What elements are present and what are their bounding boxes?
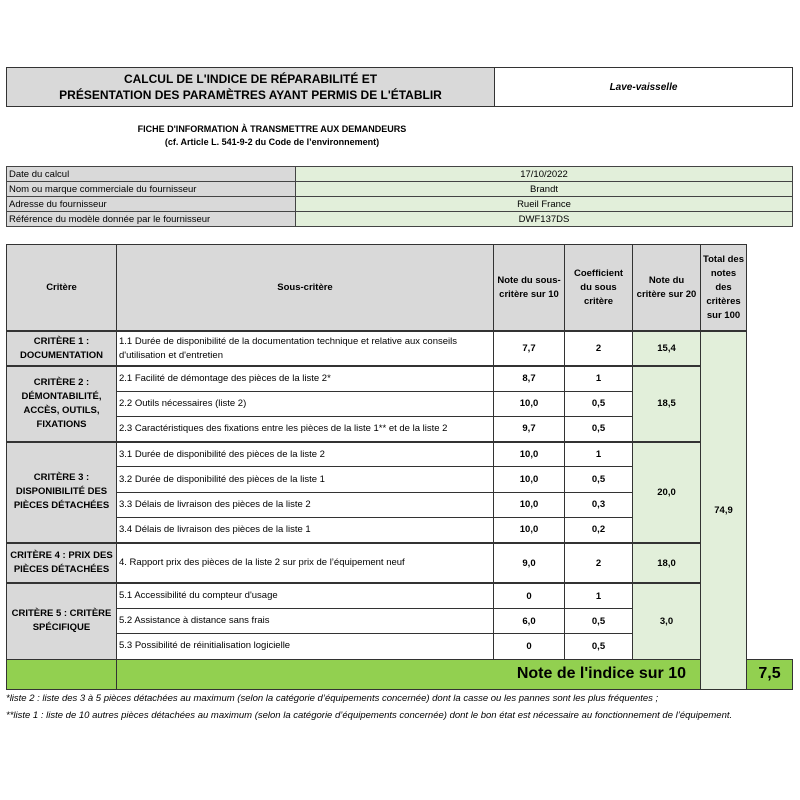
table-row <box>7 366 793 391</box>
criterion-1-score: 15,4 <box>633 331 701 365</box>
subcriterion-note: 10,0 <box>494 518 565 543</box>
table-header-row <box>7 245 793 332</box>
criterion-5-label: CRITÈRE 5 : CRITÈRE SPÉCIFIQUE <box>7 583 117 659</box>
subcriterion-label: 1.1 Durée de disponibilité de la documentation technique et relative aux conseils d'utilisation et d'entretien <box>117 331 494 365</box>
header-critere: Critère <box>7 245 117 332</box>
final-score-row <box>7 659 793 689</box>
subcriterion-label: 5.1 Accessibilité du compteur d'usage <box>117 583 494 608</box>
info-row <box>7 212 793 227</box>
subcriterion-coef: 2 <box>565 543 633 583</box>
final-score-value: 7,5 <box>747 659 793 689</box>
criterion-3-score: 20,0 <box>633 442 701 543</box>
info-row <box>7 197 793 212</box>
subcriterion-coef: 0,5 <box>565 634 633 659</box>
subcriterion-label: 3.1 Durée de disponibilité des pièces de la liste 2 <box>117 442 494 467</box>
subcriterion-coef: 1 <box>565 442 633 467</box>
criterion-2-label: CRITÈRE 2 : DÉMONTABILITÉ, ACCÈS, OUTILS, FIXATIONS <box>7 366 117 442</box>
info-row <box>7 182 793 197</box>
header-coefficient: Coefficient du sous critère <box>565 245 633 332</box>
subcriterion-note: 10,0 <box>494 492 565 517</box>
info-label: Nom ou marque commerciale du fournisseur <box>7 182 296 197</box>
subcriterion-label: 2.1 Facilité de démontage des pièces de la liste 2* <box>117 366 494 391</box>
criterion-5-score: 3,0 <box>633 583 701 659</box>
subcriterion-note: 9,7 <box>494 416 565 441</box>
subcriterion-note: 9,0 <box>494 543 565 583</box>
final-empty-cell <box>7 659 117 689</box>
footnote-liste-1: **liste 1 : liste de 10 autres pièces détachées au maximum (selon la catégorie d’équipements concernée) dont le bon état est nécessaire au fonctionnement de l’équipement. <box>6 710 733 721</box>
table-row <box>7 583 793 608</box>
subcriterion-coef: 0,2 <box>565 518 633 543</box>
subcriterion-coef: 0,5 <box>565 467 633 492</box>
subcriterion-note: 8,7 <box>494 366 565 391</box>
info-value: Brandt <box>296 182 793 197</box>
fiche-line2: (cf. Article L. 541-9-2 du Code de l’environnement) <box>164 137 380 147</box>
product-type: Lave-vaisselle <box>495 68 793 107</box>
info-row <box>7 167 793 182</box>
subcriterion-label: 2.2 Outils nécessaires (liste 2) <box>117 391 494 416</box>
fiche-heading <box>0 123 544 149</box>
subcriterion-note: 0 <box>494 583 565 608</box>
subcriterion-coef: 0,5 <box>565 609 633 634</box>
header-note-critere: Note du critère sur 20 <box>633 245 701 332</box>
repairability-table <box>6 244 793 690</box>
info-value: 17/10/2022 <box>296 167 793 182</box>
subcriterion-label: 3.2 Durée de disponibilité des pièces de la liste 1 <box>117 467 494 492</box>
criterion-1-label: CRITÈRE 1 : DOCUMENTATION <box>7 331 117 365</box>
total-score: 74,9 <box>701 331 747 689</box>
subcriterion-note: 0 <box>494 634 565 659</box>
subcriterion-note: 7,7 <box>494 331 565 365</box>
info-value: Rueil France <box>296 197 793 212</box>
criterion-4-score: 18,0 <box>633 543 701 583</box>
footnotes <box>6 690 786 724</box>
table-row <box>7 543 793 583</box>
subcriterion-label: 5.3 Possibilité de réinitialisation logicielle <box>117 634 494 659</box>
header-title-line1: CALCUL DE L'INDICE DE RÉPARABILITÉ ET <box>123 72 378 86</box>
subcriterion-note: 10,0 <box>494 391 565 416</box>
subcriterion-label: 2.3 Caractéristiques des fixations entre les pièces de la liste 1** et de la liste 2 <box>117 416 494 441</box>
subcriterion-label: 3.4 Délais de livraison des pièces de la liste 1 <box>117 518 494 543</box>
info-label: Référence du modèle donnée par le fournisseur <box>7 212 296 227</box>
subcriterion-coef: 0,5 <box>565 416 633 441</box>
subcriterion-coef: 2 <box>565 331 633 365</box>
subcriterion-coef: 1 <box>565 366 633 391</box>
subcriterion-label: 4. Rapport prix des pièces de la liste 2 sur prix de l’équipement neuf <box>117 543 494 583</box>
footnote-liste-2: *liste 2 : liste des 3 à 5 pièces détachées au maximum (selon la catégorie d’équipements concernée) dont la casse ou les pannes sont les plus fréquentes ; <box>6 693 659 704</box>
table-row <box>7 442 793 467</box>
subcriterion-note: 10,0 <box>494 442 565 467</box>
info-value: DWF137DS <box>296 212 793 227</box>
subcriterion-coef: 0,5 <box>565 391 633 416</box>
subcriterion-note: 6,0 <box>494 609 565 634</box>
criterion-4-label: CRITÈRE 4 : PRIX DES PIÈCES DÉTACHÉES <box>7 543 117 583</box>
table-row <box>7 331 793 365</box>
subcriterion-note: 10,0 <box>494 467 565 492</box>
subcriterion-coef: 0,3 <box>565 492 633 517</box>
criterion-2-score: 18,5 <box>633 366 701 442</box>
subcriterion-label: 5.2 Assistance à distance sans frais <box>117 609 494 634</box>
info-label: Adresse du fournisseur <box>7 197 296 212</box>
header-table <box>6 67 793 107</box>
header-title-line2: PRÉSENTATION DES PARAMÈTRES AYANT PERMIS DE L'ÉTABLIR <box>59 88 442 102</box>
info-label: Date du calcul <box>7 167 296 182</box>
header-note-sous-critere: Note du sous-critère sur 10 <box>494 245 565 332</box>
header-total: Total des notes des critères sur 100 <box>701 245 747 332</box>
header-sous-critere: Sous-critère <box>117 245 494 332</box>
subcriterion-coef: 1 <box>565 583 633 608</box>
criterion-3-label: CRITÈRE 3 : DISPONIBILITÉ DES PIÈCES DÉTACHÉES <box>7 442 117 543</box>
supplier-info-table <box>6 166 793 227</box>
subcriterion-label: 3.3 Délais de livraison des pièces de la liste 2 <box>117 492 494 517</box>
header-title <box>7 68 495 107</box>
fiche-line1: FICHE D'INFORMATION À TRANSMETTRE AUX DEMANDEURS <box>137 124 407 134</box>
final-score-label: Note de l'indice sur 10 <box>117 659 701 689</box>
